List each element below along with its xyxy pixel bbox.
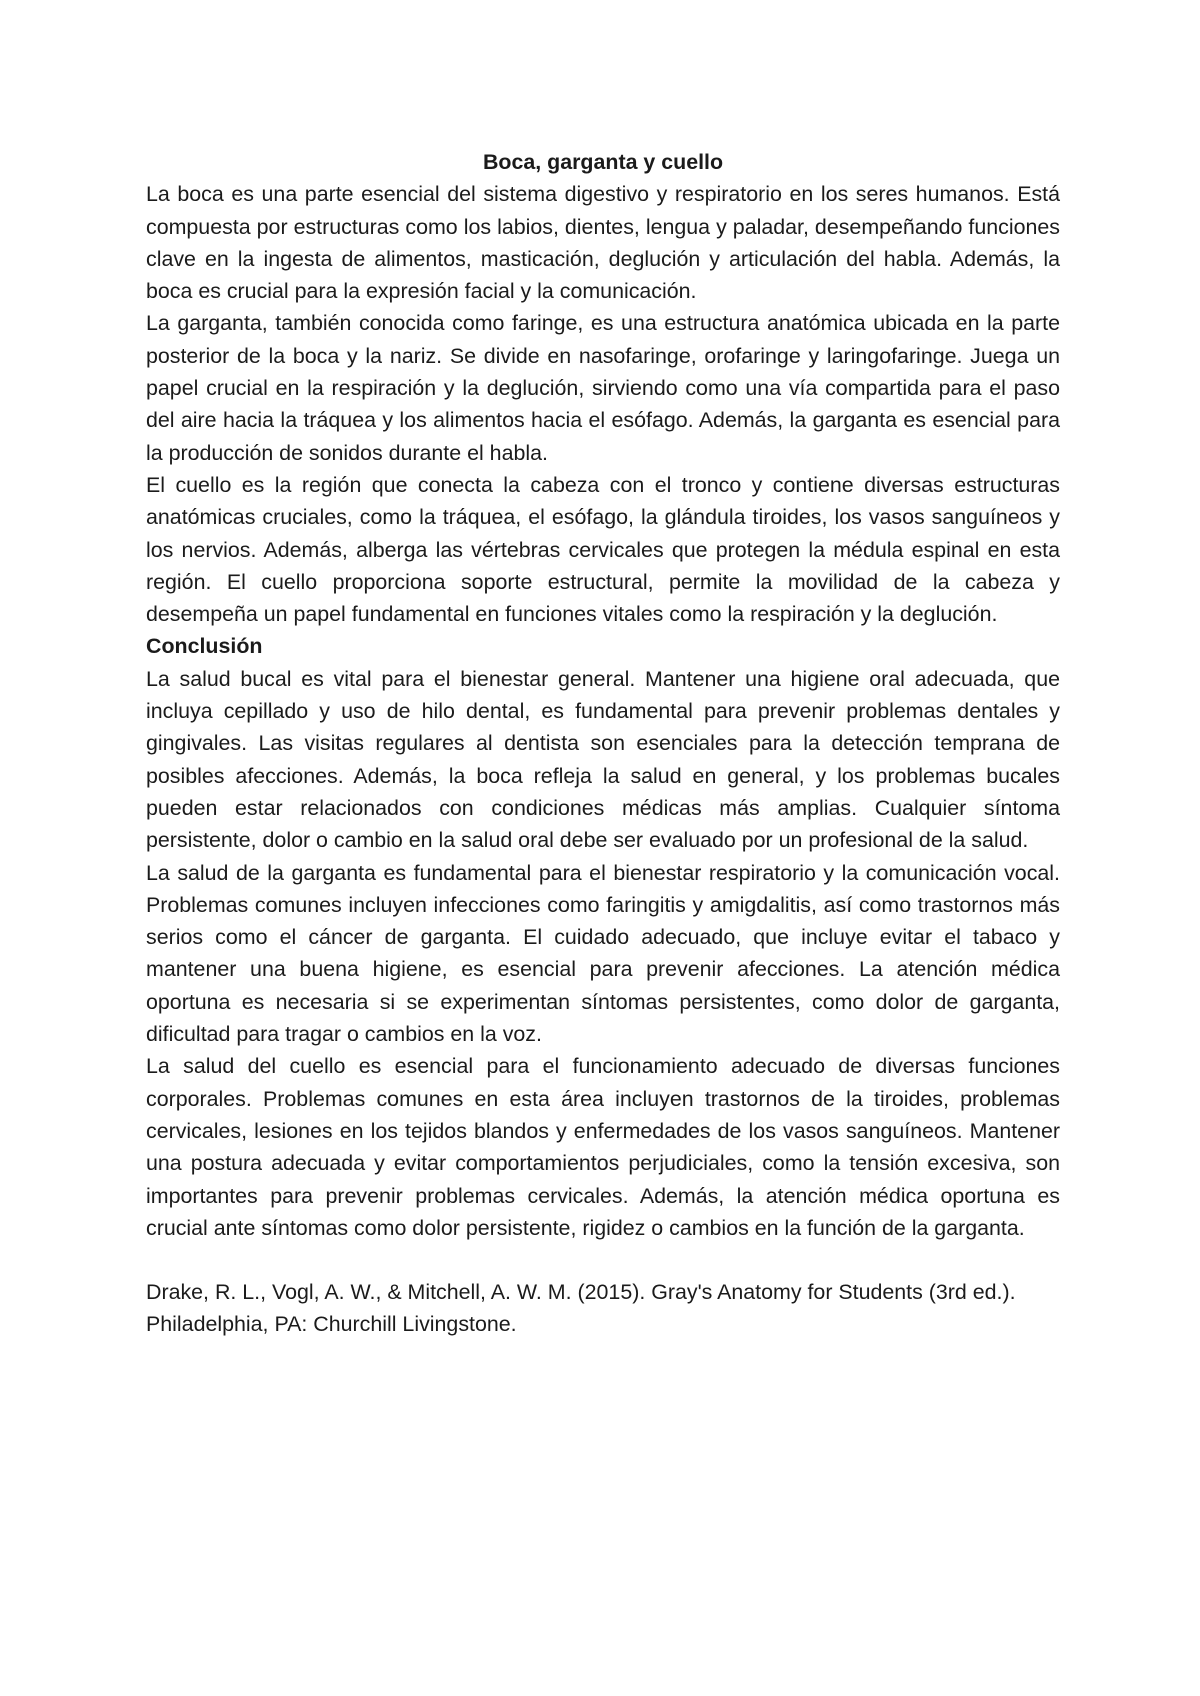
reference-citation: Drake, R. L., Vogl, A. W., & Mitchell, A. W. M. (2015). Gray's Anatomy for Students (3rd ed.). Philadelphia, PA: Churchill Livingstone.	[146, 1280, 1016, 1337]
conclusion-paragraph-cuello: La salud del cuello es esencial para el funcionamiento adecuado de diversas funciones corporales. Problemas comunes en esta área incluyen trastornos de la tiroides, problemas cervicales, lesiones en los tejidos blandos y enfermedades de los vasos sanguíneos. Mantener una postura adecuada y evitar comportamientos perjudiciales, como la tensión excesiva, son importantes para prevenir problemas cervicales. Además, la atención médica oportuna es crucial ante síntomas como dolor persistente, rigidez o cambios en la función de la garganta.	[146, 1054, 1060, 1240]
paragraph-boca: La boca es una parte esencial del sistema digestivo y respiratorio en los seres humanos. Está compuesta por estructuras como los labios, dientes, lengua y paladar, desempeñando funciones clave en la ingesta de alimentos, masticación, deglución y articulación del habla. Además, la boca es crucial para la expresión facial y la comunicación.	[146, 182, 1060, 304]
document-body	[146, 146, 1060, 1341]
document-title: Boca, garganta y cuello	[482, 150, 724, 174]
conclusion-heading: Conclusión	[146, 634, 263, 659]
conclusion-paragraph-boca: La salud bucal es vital para el bienestar general. Mantener una higiene oral adecuada, que incluya cepillado y uso de hilo dental, es fundamental para prevenir problemas dentales y gingivales. Las visitas regulares al dentista son esenciales para la detección temprana de posibles afecciones. Además, la boca refleja la salud en general, y los problemas bucales pueden estar relacionados con condiciones médicas más amplias. Cualquier síntoma persistente, dolor o cambio en la salud oral debe ser evaluado por un profesional de la salud.	[146, 666, 1060, 853]
conclusion-paragraph-garganta: La salud de la garganta es fundamental para el bienestar respiratorio y la comunicación vocal. Problemas comunes incluyen infecciones como faringitis y amigdalitis, así como trastornos más serios como el cáncer de garganta. El cuidado adecuado, que incluye evitar el tabaco y mantener una buena higiene, es esencial para prevenir afecciones. La atención médica oportuna es necesaria si se experimentan síntomas persistentes, como dolor de garganta, dificultad para tragar o cambios en la voz.	[146, 860, 1060, 1047]
paragraph-cuello: El cuello es la región que conecta la cabeza con el tronco y contiene diversas estructuras anatómicas cruciales, como la tráquea, el esófago, la glándula tiroides, los vasos sanguíneos y los nervios. Además, alberga las vértebras cervicales que protegen la médula espinal en esta región. El cuello proporciona soporte estructural, permite la movilidad de la cabeza y desempeña un papel fundamental en funciones vitales como la respiración y la deglución.	[146, 472, 1060, 627]
paragraph-garganta: La garganta, también conocida como faringe, es una estructura anatómica ubicada en la parte posterior de la boca y la nariz. Se divide en nasofaringe, orofaringe y laringofaringe. Juega un papel crucial en la respiración y la deglución, sirviendo como una vía compartida para el paso del aire hacia la tráquea y los alimentos hacia el esófago. Además, la garganta es esencial para la producción de sonidos durante el habla.	[146, 311, 1060, 465]
